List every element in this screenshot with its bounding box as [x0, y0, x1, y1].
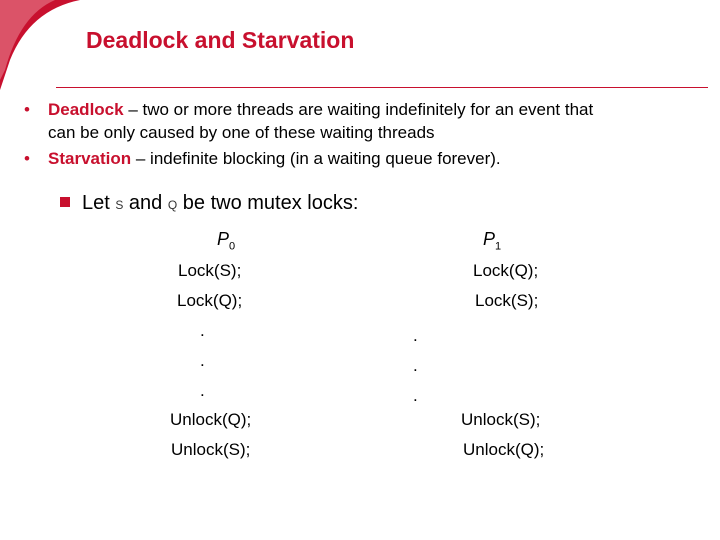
intro-middle: and	[123, 192, 168, 214]
p1-line-7: Unlock(Q);	[463, 440, 545, 459]
deadlock-definition-cont: can be only caused by one of these waiting threads	[48, 123, 435, 142]
starvation-definition: – indefinite blocking (in a waiting queue forever).	[131, 149, 501, 168]
p1-line-6: Unlock(S);	[461, 410, 541, 429]
bullet-deadlock	[48, 100, 593, 120]
intro-suffix: be two mutex locks:	[177, 192, 359, 214]
deadlock-definition: – two or more threads are waiting indefinitely for an event that	[123, 100, 594, 119]
process-p1-label: $P_1$	[483, 229, 502, 253]
var-q: Q	[167, 198, 178, 212]
bullet-dot: •	[24, 149, 30, 168]
p0-line-6: Unlock(Q);	[170, 410, 252, 429]
p0-line-4: .	[200, 351, 205, 370]
p1-line-1: Lock(Q);	[473, 261, 539, 280]
square-bullet-icon	[60, 197, 70, 207]
p0-line-7: Unlock(S);	[171, 440, 251, 459]
p1-line-3: .	[413, 326, 418, 345]
process-p0-label: $P_0$	[217, 229, 236, 253]
title-divider	[56, 87, 708, 88]
p0-line-3: .	[200, 321, 205, 340]
slide-title: Deadlock and Starvation	[86, 27, 355, 53]
term-starvation: Starvation	[48, 149, 132, 168]
bullet-dot: •	[24, 100, 30, 119]
p0-line-2: Lock(Q);	[177, 291, 243, 310]
term-deadlock: Deadlock	[48, 100, 124, 119]
p1-line-4: .	[413, 356, 418, 375]
p1-line-2: Lock(S);	[475, 291, 539, 310]
p0-line-1: Lock(S);	[178, 261, 242, 280]
var-s: S	[115, 198, 124, 212]
mutex-intro	[82, 190, 358, 218]
corner-decoration	[0, 0, 80, 90]
p0-line-5: .	[200, 381, 205, 400]
p1-line-5: .	[413, 386, 418, 405]
intro-prefix: Let	[82, 192, 116, 214]
bullet-starvation	[48, 149, 501, 169]
